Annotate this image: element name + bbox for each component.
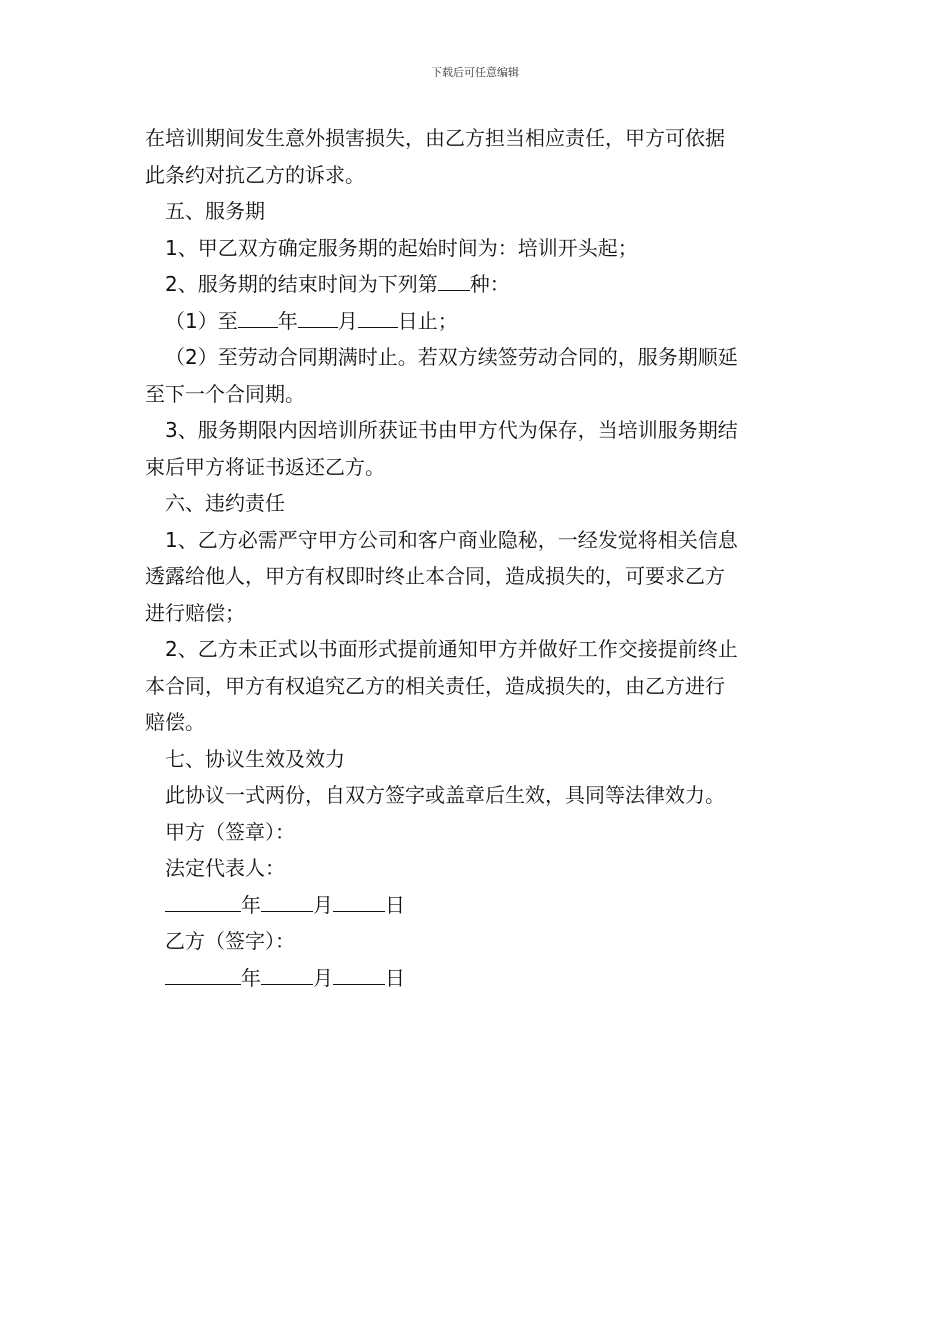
party-b-signature: 乙方（签字）：: [165, 929, 295, 953]
clause-early-termination-cont: 赔偿。: [145, 710, 205, 734]
clause-certificate-cont: 束后甲方将证书返还乙方。: [145, 454, 385, 479]
clause-confidentiality: 1、乙方必需严守甲方公司和客户商业隐秘，一经发觉将相关信息: [165, 527, 738, 552]
clause-text: 在培训期间发生意外损害损失，由乙方担当相应责任，甲方可依据: [145, 126, 725, 150]
blank-year[interactable]: [238, 309, 278, 328]
day-label: 日: [385, 892, 405, 917]
legal-representative: 法定代表人：: [165, 856, 285, 880]
option-text: （1）至: [165, 308, 238, 333]
clause-confidentiality-cont: 进行赔偿；: [145, 600, 245, 625]
page-header: 下载后可任意编辑: [431, 66, 519, 79]
year-label: 年: [241, 892, 261, 917]
clause-service-start: 1、甲乙双方确定服务期的起始时间为：培训开头起；: [165, 235, 638, 260]
month-label: 月: [313, 892, 333, 917]
blank-day[interactable]: [333, 966, 385, 985]
blank-year[interactable]: [165, 893, 241, 912]
option-2: （2）至劳动合同期满时止。若双方续签劳动合同的，服务期顺延: [165, 345, 738, 369]
clause-text: 2、服务期的结束时间为下列第: [165, 272, 438, 296]
day-label: 日: [385, 965, 405, 990]
date-line-a: [145, 887, 810, 924]
blank-day[interactable]: [333, 893, 385, 912]
clause-effect: 此协议一式两份，自双方签字或盖章后生效，具同等法律效力。: [165, 783, 725, 807]
year-label: 年: [241, 965, 261, 990]
clause-confidentiality-cont: 透露给他人，甲方有权即时终止本合同，造成损失的，可要求乙方: [145, 564, 725, 588]
month-label: 月: [337, 308, 358, 333]
section-heading-breach: 六、违约责任: [165, 491, 285, 515]
date-line-b: [145, 960, 810, 997]
blank-month[interactable]: [261, 893, 313, 912]
clause-certificate: 3、服务期限内因培训所获证书由甲方代为保存，当培训服务期结: [165, 418, 738, 442]
document-body: [145, 120, 810, 996]
option-1: [145, 303, 810, 340]
clause-text: 此条约对抗乙方的诉求。: [145, 162, 365, 187]
option-2-cont: 至下一个合同期。: [145, 381, 305, 406]
clause-early-termination-cont: 本合同，甲方有权追究乙方的相关责任，造成损失的，由乙方进行: [145, 673, 725, 698]
blank-field[interactable]: [438, 272, 470, 291]
blank-month[interactable]: [298, 309, 338, 328]
clause-service-end: [145, 266, 810, 303]
month-label: 月: [313, 965, 333, 990]
section-heading-effect: 七、协议生效及效力: [165, 746, 345, 771]
day-label: 日止；: [397, 308, 458, 333]
clause-text: 种：: [469, 272, 510, 296]
blank-year[interactable]: [165, 966, 241, 985]
clause-early-termination: 2、乙方未正式以书面形式提前通知甲方并做好工作交接提前终止: [165, 637, 738, 661]
year-label: 年: [277, 308, 298, 333]
blank-day[interactable]: [358, 309, 398, 328]
blank-month[interactable]: [261, 966, 313, 985]
section-heading-service-period: 五、服务期: [165, 199, 265, 223]
party-a-signature: 甲方（签章）：: [165, 819, 295, 844]
